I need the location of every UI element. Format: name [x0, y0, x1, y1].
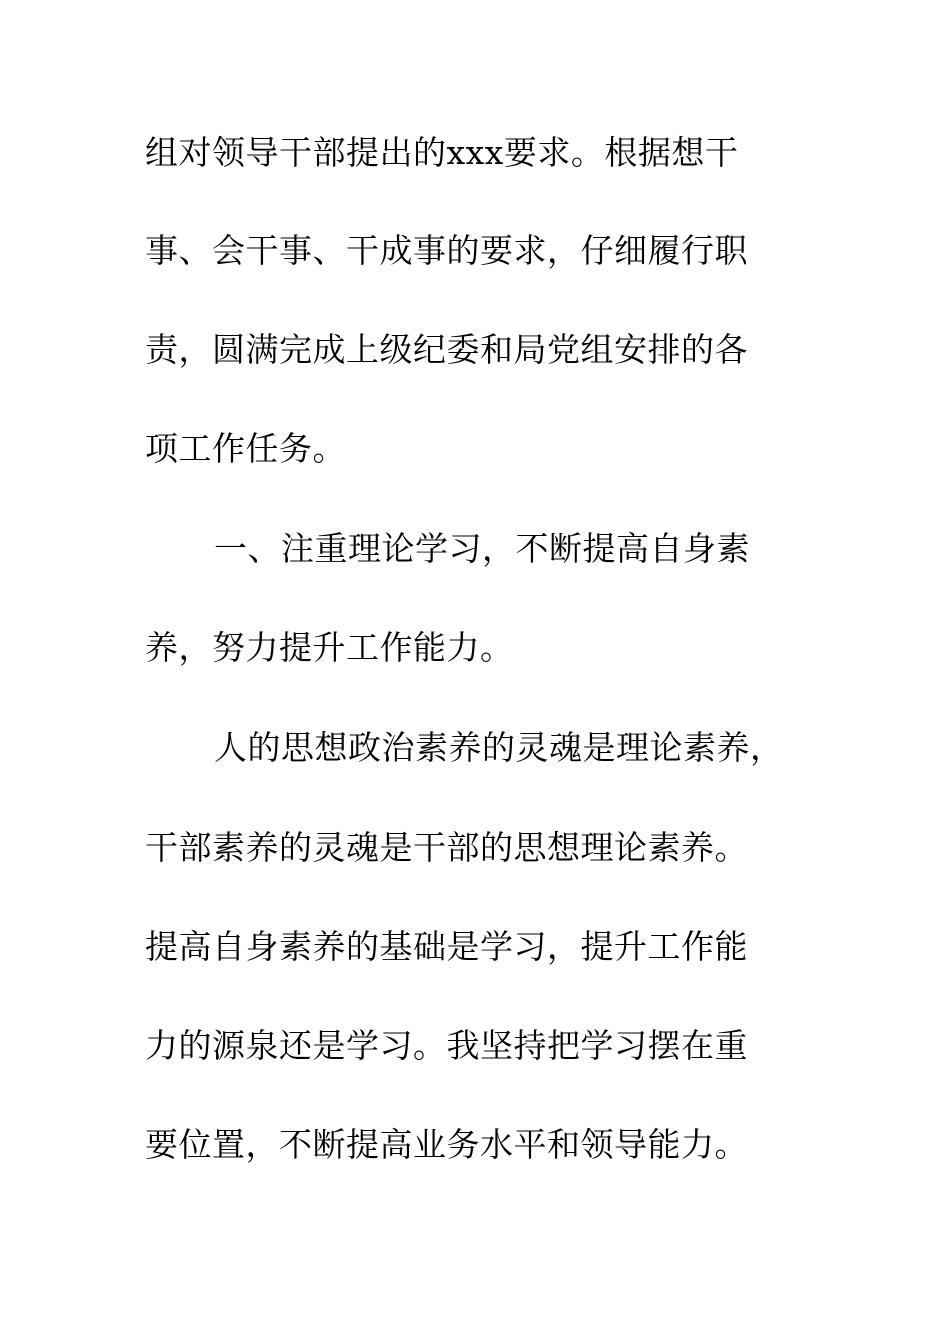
paragraph-1-line-3: 责，圆满完成上级纪委和局党组安排的各 [145, 330, 748, 369]
paragraph-3-line-5: 要位置，不断提高业务水平和领导能力。 [145, 1125, 748, 1164]
paragraph-3-line-2: 干部素养的灵魂是干部的思想理论素养。 [145, 828, 748, 867]
paragraph-1-line-4: 项工作任务。 [145, 429, 346, 468]
section-heading-line-2: 养，努力提升工作能力。 [145, 628, 514, 667]
paragraph-3-line-3: 提高自身素养的基础是学习，提升工作能 [145, 927, 748, 966]
paragraph-1-line-2: 事、会干事、干成事的要求，仔细履行职 [145, 231, 748, 270]
section-heading-line-1: 一、注重理论学习，不断提高自身素 [214, 529, 750, 568]
paragraph-1-line-1: 组对领导干部提出的xxx要求。根据想干 [145, 133, 739, 172]
paragraph-3-line-1: 人的思想政治素养的灵魂是理论素养， [214, 728, 784, 767]
paragraph-3-line-4: 力的源泉还是学习。我坚持把学习摆在重 [145, 1026, 748, 1065]
